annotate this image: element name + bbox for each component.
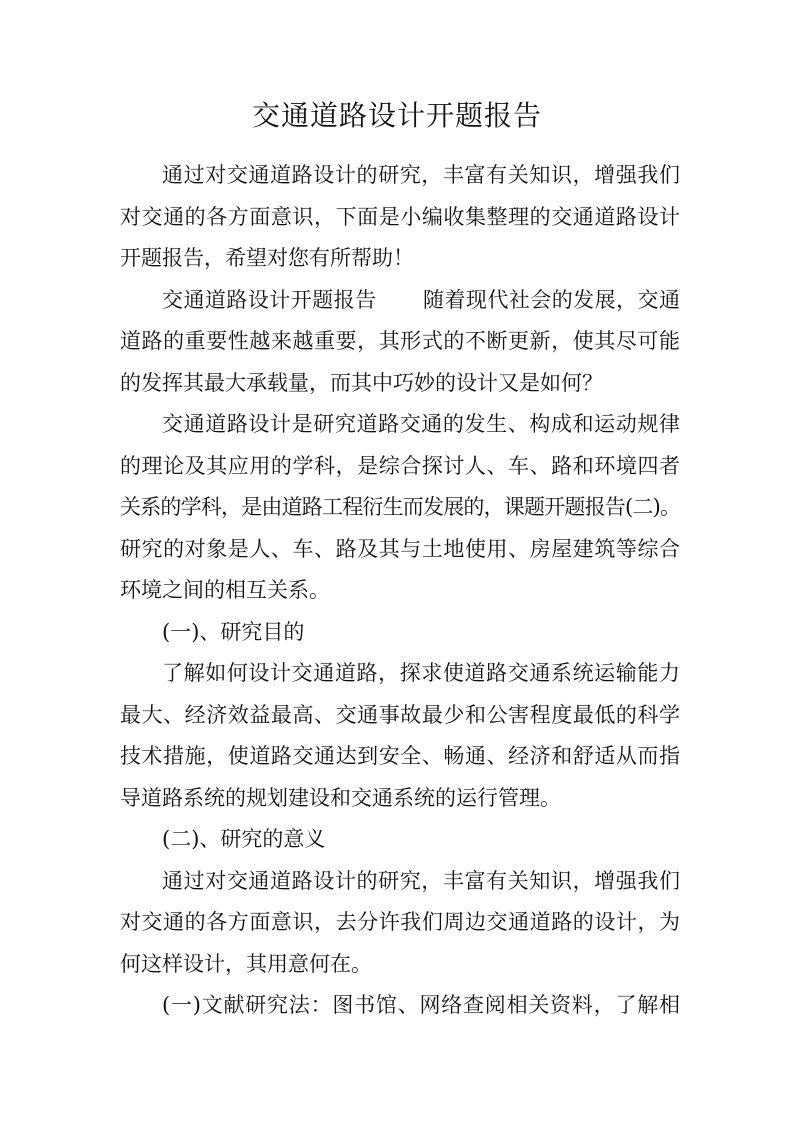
paragraph-line: 了解如何设计交通道路，探求使道路交通系统运输能力 bbox=[162, 661, 680, 685]
paragraph-line: 对交通的各方面意识，下面是小编收集整理的交通道路设计 bbox=[120, 205, 680, 229]
paragraph-line: 交通道路设计是研究道路交通的发生、构成和运动规律 bbox=[162, 412, 680, 436]
paragraph-line: 道路的重要性越来越重要，其形式的不断更新，使其尽可能 bbox=[120, 329, 680, 353]
paragraph-line: 通过对交通道路设计的研究，丰富有关知识，增强我们 bbox=[162, 869, 680, 893]
paragraph-line: 对交通的各方面意识，去分许我们周边交通道路的设计，为 bbox=[120, 910, 680, 934]
paragraph-line: 通过对交通道路设计的研究，丰富有关知识，增强我们 bbox=[162, 163, 680, 187]
paragraph-line: (一)文献研究法：图书馆、网络查阅相关资料，了解相 bbox=[162, 993, 680, 1017]
paragraph-line: 技术措施，使道路交通达到安全、畅通、经济和舒适从而指 bbox=[120, 744, 680, 768]
paragraph-line: 关系的学科，是由道路工程衍生而发展的，课题开题报告(二)。 bbox=[120, 495, 680, 519]
section-heading: (一)、研究目的 bbox=[162, 620, 305, 644]
paragraph-line: 最大、经济效益最高、交通事故最少和公害程度最低的科学 bbox=[120, 703, 680, 727]
paragraph-line: 的理论及其应用的学科，是综合探讨人、车、路和环境四者 bbox=[120, 454, 680, 478]
paragraph-line bbox=[162, 285, 680, 315]
inline-heading: 交通道路设计开题报告 bbox=[162, 288, 377, 312]
paragraph-line: 环境之间的相互关系。 bbox=[120, 578, 330, 602]
paragraph-line: 何这样设计，其用意何在。 bbox=[120, 952, 372, 976]
paragraph-line: 的发挥其最大承载量，而其中巧妙的设计又是如何？ bbox=[120, 371, 603, 395]
document-title: 交通道路设计开题报告 bbox=[251, 99, 542, 132]
paragraph-line: 研究的对象是人、车、路及其与土地使用、房屋建筑等综合 bbox=[120, 537, 680, 561]
paragraph-line: 导道路系统的规划建设和交通系统的运行管理。 bbox=[120, 786, 561, 810]
paragraph-text: 随着现代社会的发展，交通 bbox=[422, 288, 680, 312]
section-heading: (二)、研究的意义 bbox=[162, 827, 326, 851]
paragraph-line: 开题报告，希望对您有所帮助！ bbox=[120, 246, 414, 270]
